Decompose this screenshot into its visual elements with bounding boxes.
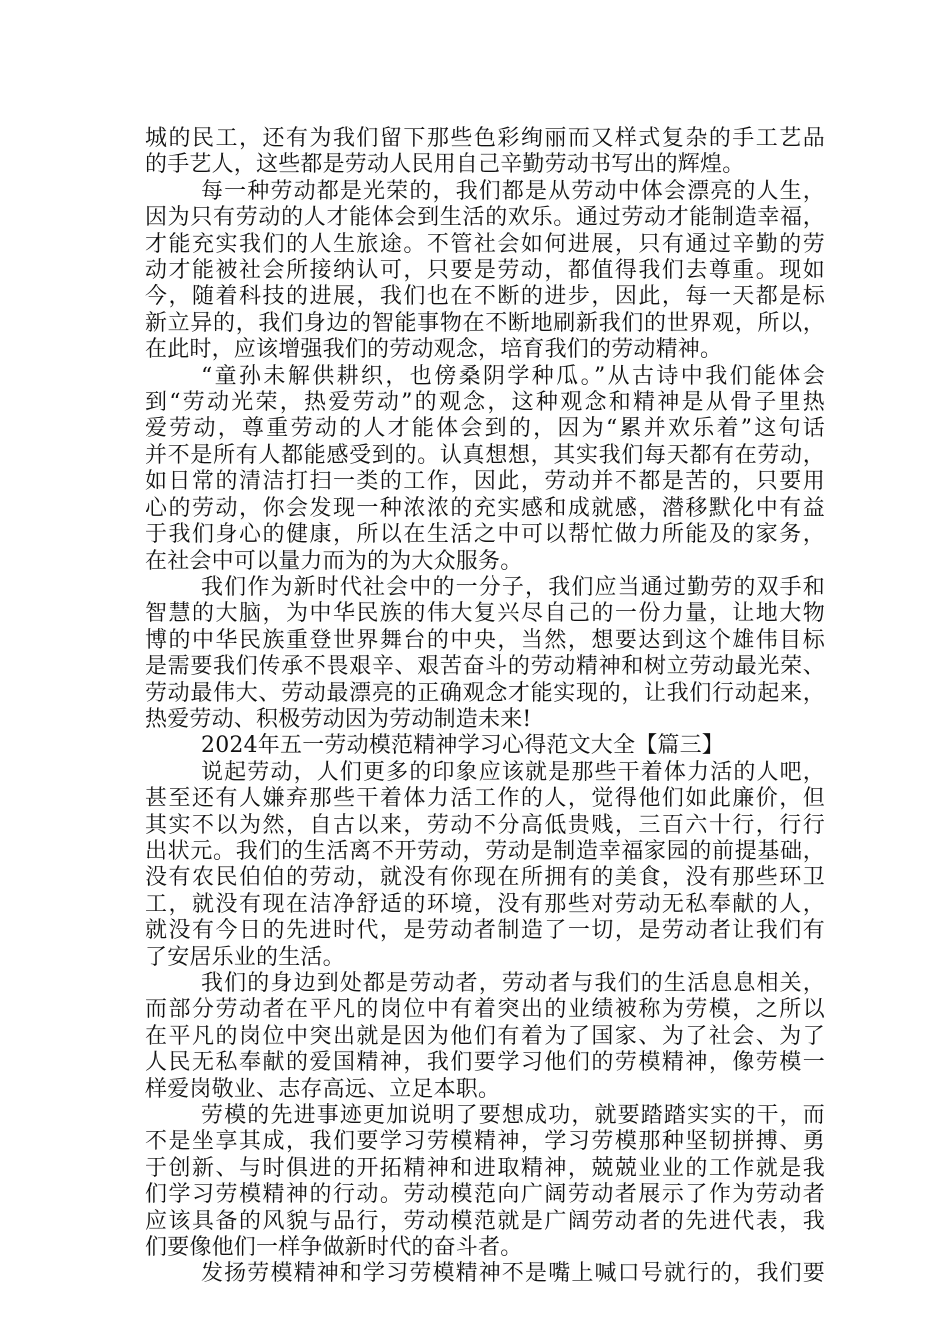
section-heading [145,733,825,759]
paragraph [145,364,825,575]
text-line: 们学习劳模精神的行动。劳动模范向广阔劳动者展示了作为劳动者 [145,1182,825,1208]
text-line: 今，随着科技的进展，我们也在不断的进步，因此，每一天都是标 [145,284,825,310]
text-line: 热爱劳动、积极劳动因为劳动制造未来! [145,706,532,732]
text-line: 并不是所有人都能感受到的。认真想想，其实我们每天都有在劳动， [145,442,825,468]
text-line: 工，就没有现在洁净舒适的环境，没有那些对劳动无私奉献的人， [145,891,825,917]
text-line: 样爱岗敬业、志存高远、立足本职。 [145,1076,501,1102]
text-line: 城的民工，还有为我们留下那些色彩绚丽而又样式复杂的手工艺品 [145,126,825,151]
text-line: 就没有今日的先进时代，是劳动者制造了一切，是劳动者让我们有 [145,918,825,944]
text-line: 没有农民伯伯的劳动，就没有你现在所拥有的美食，没有那些环卫 [145,865,825,891]
text-line: 智慧的大脑，为中华民族的伟大复兴尽自己的一份力量，让地大物 [145,601,825,627]
text-line: 们要像他们一样争做新时代的奋斗者。 [145,1235,523,1261]
text-line: 因为只有劳动的人才能体会到生活的欢乐。通过劳动才能制造幸福， [145,205,825,231]
text-line: 发扬劳模精神和学习劳模精神不是嘴上喊口号就行的，我们要 [201,1261,825,1287]
text-line: 于我们身心的健康，所以在生活之中可以帮忙做力所能及的家务， [145,522,825,548]
text-line: 的手艺人，这些都是劳动人民用自己辛勤劳动书写出的辉煌。 [145,152,745,178]
text-line: 出状元。我们的生活离不开劳动，劳动是制造幸福家园的前提基础， [145,838,825,864]
text-line: 不是坐享其成，我们要学习劳模精神，学习劳模那种坚韧拼搏、勇 [145,1129,825,1155]
text-line: 在社会中可以量力而为的为大众服务。 [145,548,523,574]
text-line: 动才能被社会所接纳认可，只要是劳动，都值得我们去尊重。现如 [145,258,825,284]
text-line: 如日常的清洁打扫一类的工作，因此，劳动并不都是苦的，只要用 [145,469,825,495]
text-line: 劳动最伟大、劳动最漂亮的正确观念才能实现的，让我们行动起来， [145,680,825,706]
text-line: 劳模的先进事迹更加说明了要想成功，就要踏踏实实的干，而 [201,1103,825,1129]
text-line: 到“劳动光荣，热爱劳动”的观念，这种观念和精神是从骨子里热 [145,390,825,416]
text-line: 新立异的，我们身边的智能事物在不断地刷新我们的世界观，所以， [145,310,825,336]
text-line: 是需要我们传承不畏艰辛、艰苦奋斗的劳动精神和树立劳动最光荣、 [145,654,825,680]
paragraph [145,575,825,733]
text-line: 于创新、与时俱进的开拓精神和进取精神，兢兢业业的工作就是我 [145,1155,825,1181]
text-line: 每一种劳动都是光荣的，我们都是从劳动中体会漂亮的人生， [201,178,825,204]
text-line: 其实不以为然，自古以来，劳动不分高低贵贱，三百六十行，行行 [145,812,825,838]
heading-text: 2024年五一劳动模范精神学习心得范文大全【篇三】 [201,733,724,759]
text-line: 甚至还有人嫌弃那些干着体力活工作的人，觉得他们如此廉价，但 [145,786,825,812]
paragraph [145,1261,825,1287]
text-line: 在平凡的岗位中突出就是因为他们有着为了国家、为了社会、为了 [145,1023,825,1049]
paragraph [145,971,825,1103]
paragraph [145,1103,825,1261]
text-line: 我们作为新时代社会中的一分子，我们应当通过勤劳的双手和 [201,574,825,600]
text-line: “童孙未解供耕织，也傍桑阴学种瓜。”从古诗中我们能体会 [201,363,825,389]
text-line: 我们的身边到处都是劳动者，劳动者与我们的生活息息相关， [201,971,825,996]
paragraph [145,760,825,971]
text-line: 应该具备的风貌与品行，劳动模范就是广阔劳动者的先进代表，我 [145,1208,825,1234]
text-line: 而部分劳动者在平凡的岗位中有着突出的业绩被称为劳模，之所以 [145,997,825,1023]
paragraph [145,126,825,179]
text-line: 爱劳动，尊重劳动的人才能体会到的，因为“累并欢乐着”这句话 [145,416,825,442]
text-line: 了安居乐业的生活。 [145,944,345,970]
text-line: 心的劳动，你会发现一种浓浓的充实感和成就感，潜移默化中有益 [145,495,825,521]
text-line: 博的中华民族重登世界舞台的中央，当然，想要达到这个雄伟目标 [145,627,825,653]
document-page [145,126,825,1288]
paragraph [145,179,825,364]
text-line: 在此时，应该增强我们的劳动观念，培育我们的劳动精神。 [145,337,723,363]
text-line: 说起劳动，人们更多的印象应该就是那些干着体力活的人吧， [201,759,825,785]
text-line: 才能充实我们的人生旅途。不管社会如何进展，只有通过辛勤的劳 [145,231,825,257]
text-line: 人民无私奉献的爱国精神，我们要学习他们的劳模精神，像劳模一 [145,1050,825,1076]
